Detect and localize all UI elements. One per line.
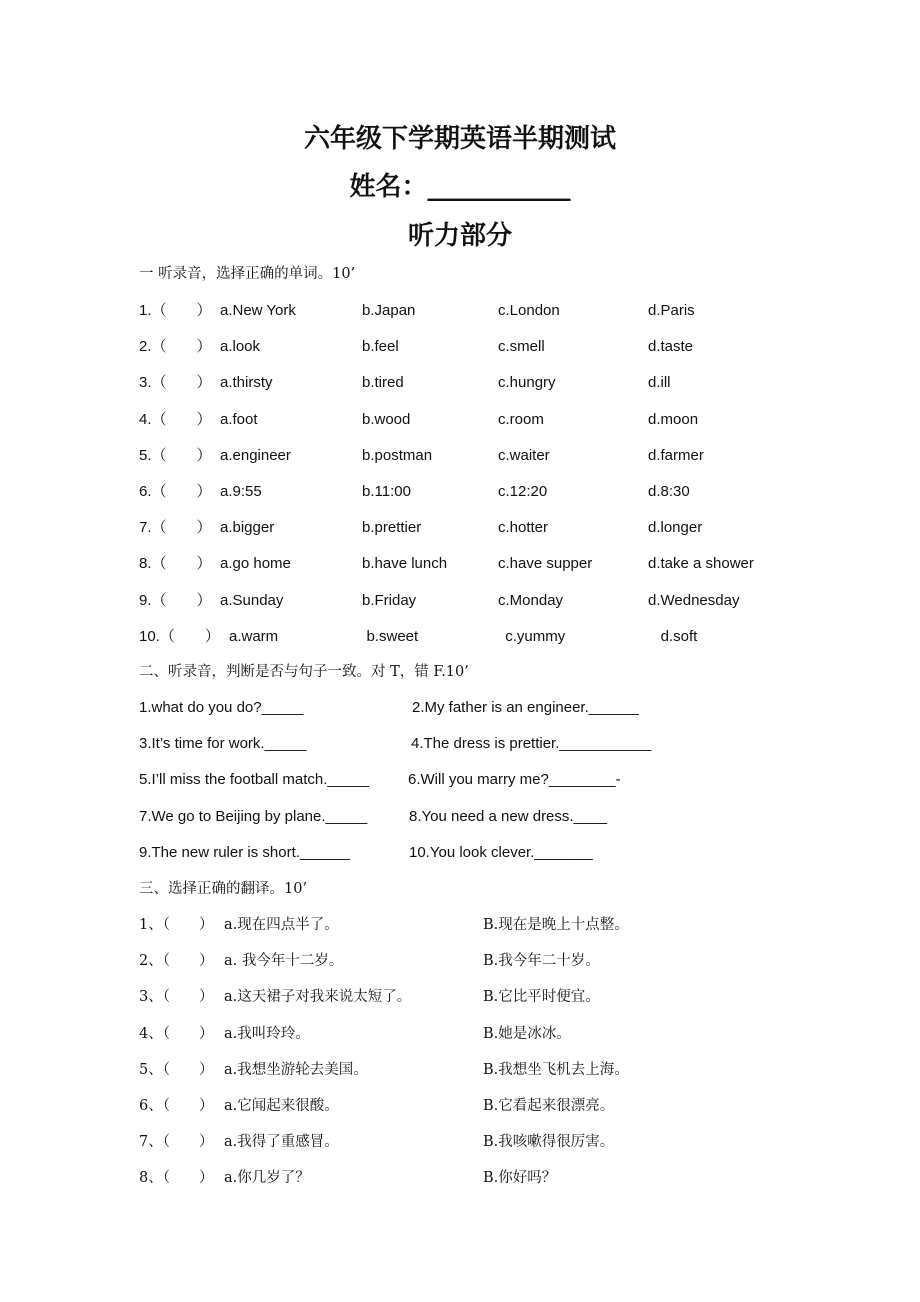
option-b: B.她是冰冰。	[483, 1025, 571, 1042]
statement-right: 2.My father is an engineer.______	[412, 699, 639, 716]
option-b: b.have lunch	[362, 555, 448, 573]
option-b: B.现在是晚上十点整。	[483, 917, 629, 933]
option-d: d.8:30	[648, 483, 690, 500]
option-c: c.room	[498, 410, 544, 428]
question-number: 7.（ ）	[139, 519, 212, 537]
question-number: 7、（ ）	[139, 1134, 214, 1151]
option-a: a.这天裙子对我来说太短了。	[224, 989, 412, 1006]
question-number: 10.（ ）	[139, 627, 220, 645]
statement-right: 6.Will you marry me?________-	[408, 771, 621, 789]
option-a: a.bigger	[220, 519, 275, 537]
option-d: d.moon	[648, 410, 699, 428]
part-title: 听力部分	[407, 221, 512, 251]
question-number: 2.（ ）	[139, 338, 212, 356]
option-d: d.taste	[648, 338, 694, 356]
option-a: a.go home	[220, 555, 291, 573]
option-a: a.我想坐游轮去美国。	[224, 1061, 368, 1078]
question-number: 6、（ ）	[139, 1098, 214, 1114]
option-c: c.Monday	[498, 591, 564, 609]
option-b: B.你好吗？	[483, 1170, 557, 1187]
option-c: c.hungry	[498, 374, 556, 392]
statement-left: 3.It’s time for work._____	[139, 735, 307, 753]
question-number: 5.（ ）	[139, 446, 212, 464]
statement-left: 9.The new ruler is short.______	[139, 843, 350, 861]
option-a: a.New York	[220, 302, 296, 319]
option-c: c.smell	[498, 338, 545, 356]
option-d: d.longer	[648, 519, 703, 537]
name-field-label: 姓名：___________	[349, 172, 571, 202]
option-b: b.11:00	[362, 483, 411, 500]
question-number: 4、（ ）	[139, 1025, 214, 1042]
statement-right: 8.You need a new dress.____	[409, 807, 607, 825]
option-d: d.ill	[648, 374, 671, 392]
statement-left: 7.We go to Beijing by plane._____	[139, 807, 368, 825]
option-b: b.postman	[362, 446, 433, 464]
option-c: c.hotter	[498, 519, 549, 537]
statement-left: 1.what do you do?_____	[139, 699, 304, 716]
question-number: 1、（ ）	[139, 917, 214, 933]
option-a: a.thirsty	[220, 374, 273, 392]
option-a: a.我叫玲玲。	[224, 1025, 310, 1042]
option-b: b.wood	[362, 410, 411, 428]
option-a: a. 我今年十二岁。	[224, 953, 344, 970]
question-number: 3.（ ）	[139, 374, 212, 392]
page-title: 六年级下学期英语半期测试	[303, 124, 616, 154]
statement-right: 10.You look clever._______	[409, 843, 593, 861]
option-b: b.feel	[362, 338, 399, 356]
option-d: d.Wednesday	[648, 591, 740, 609]
question-number: 1.（ ）	[139, 302, 212, 319]
option-a: a.它闻起来很酸。	[224, 1098, 339, 1114]
option-a: a.engineer	[220, 446, 291, 464]
option-b: B.我今年二十岁。	[483, 953, 600, 970]
option-a: a.现在四点半了。	[224, 917, 339, 933]
option-d: d.farmer	[648, 446, 704, 464]
option-a: a.foot	[220, 410, 258, 428]
option-b: b.prettier	[362, 519, 422, 537]
section1-heading: 一 听录音，选择正确的单词。10’	[139, 266, 356, 282]
option-d: d.take a shower	[648, 555, 754, 573]
option-a: a.你几岁了？	[224, 1170, 310, 1187]
option-a: a.9:55	[220, 483, 262, 500]
question-number: 5、（ ）	[139, 1061, 214, 1078]
option-d: d.soft	[660, 627, 698, 645]
question-number: 6.（ ）	[139, 483, 212, 500]
section3-heading: 三、选择正确的翻译。10’	[139, 881, 308, 897]
option-b: b.tired	[362, 374, 404, 392]
statement-left: 5.I’ll miss the football match._____	[139, 771, 370, 789]
option-b: B.它看起来很漂亮。	[483, 1098, 615, 1114]
question-number: 3、（ ）	[139, 989, 214, 1006]
option-c: c.12:20	[498, 483, 548, 500]
option-c: c.waiter	[498, 446, 550, 464]
option-a: a.look	[220, 338, 261, 356]
option-d: d.Paris	[648, 302, 695, 319]
option-a: a.Sunday	[220, 591, 284, 609]
option-c: c.London	[498, 302, 560, 319]
option-a: a.我得了重感冒。	[224, 1134, 339, 1151]
option-a: a.warm	[229, 627, 279, 645]
option-c: c.have supper	[498, 555, 593, 573]
option-b: B.它比平时便宜。	[483, 989, 600, 1006]
question-number: 8.（ ）	[139, 555, 212, 573]
option-c: c.yummy	[505, 627, 566, 645]
section2-heading: 二、听录音，判断是否与句子一致。对 T，错 F.10’	[139, 664, 469, 680]
question-number: 2、（ ）	[139, 953, 214, 970]
option-b: B.我咳嗽得很厉害。	[483, 1134, 615, 1151]
option-b: b.Japan	[362, 302, 416, 319]
option-b: B.我想坐飞机去上海。	[483, 1061, 629, 1078]
question-number: 9.（ ）	[139, 591, 212, 609]
question-number: 8、（ ）	[139, 1170, 214, 1187]
option-b: b.sweet	[366, 627, 419, 645]
option-b: b.Friday	[362, 591, 417, 609]
question-number: 4.（ ）	[139, 410, 212, 428]
statement-right: 4.The dress is prettier.___________	[411, 735, 652, 753]
